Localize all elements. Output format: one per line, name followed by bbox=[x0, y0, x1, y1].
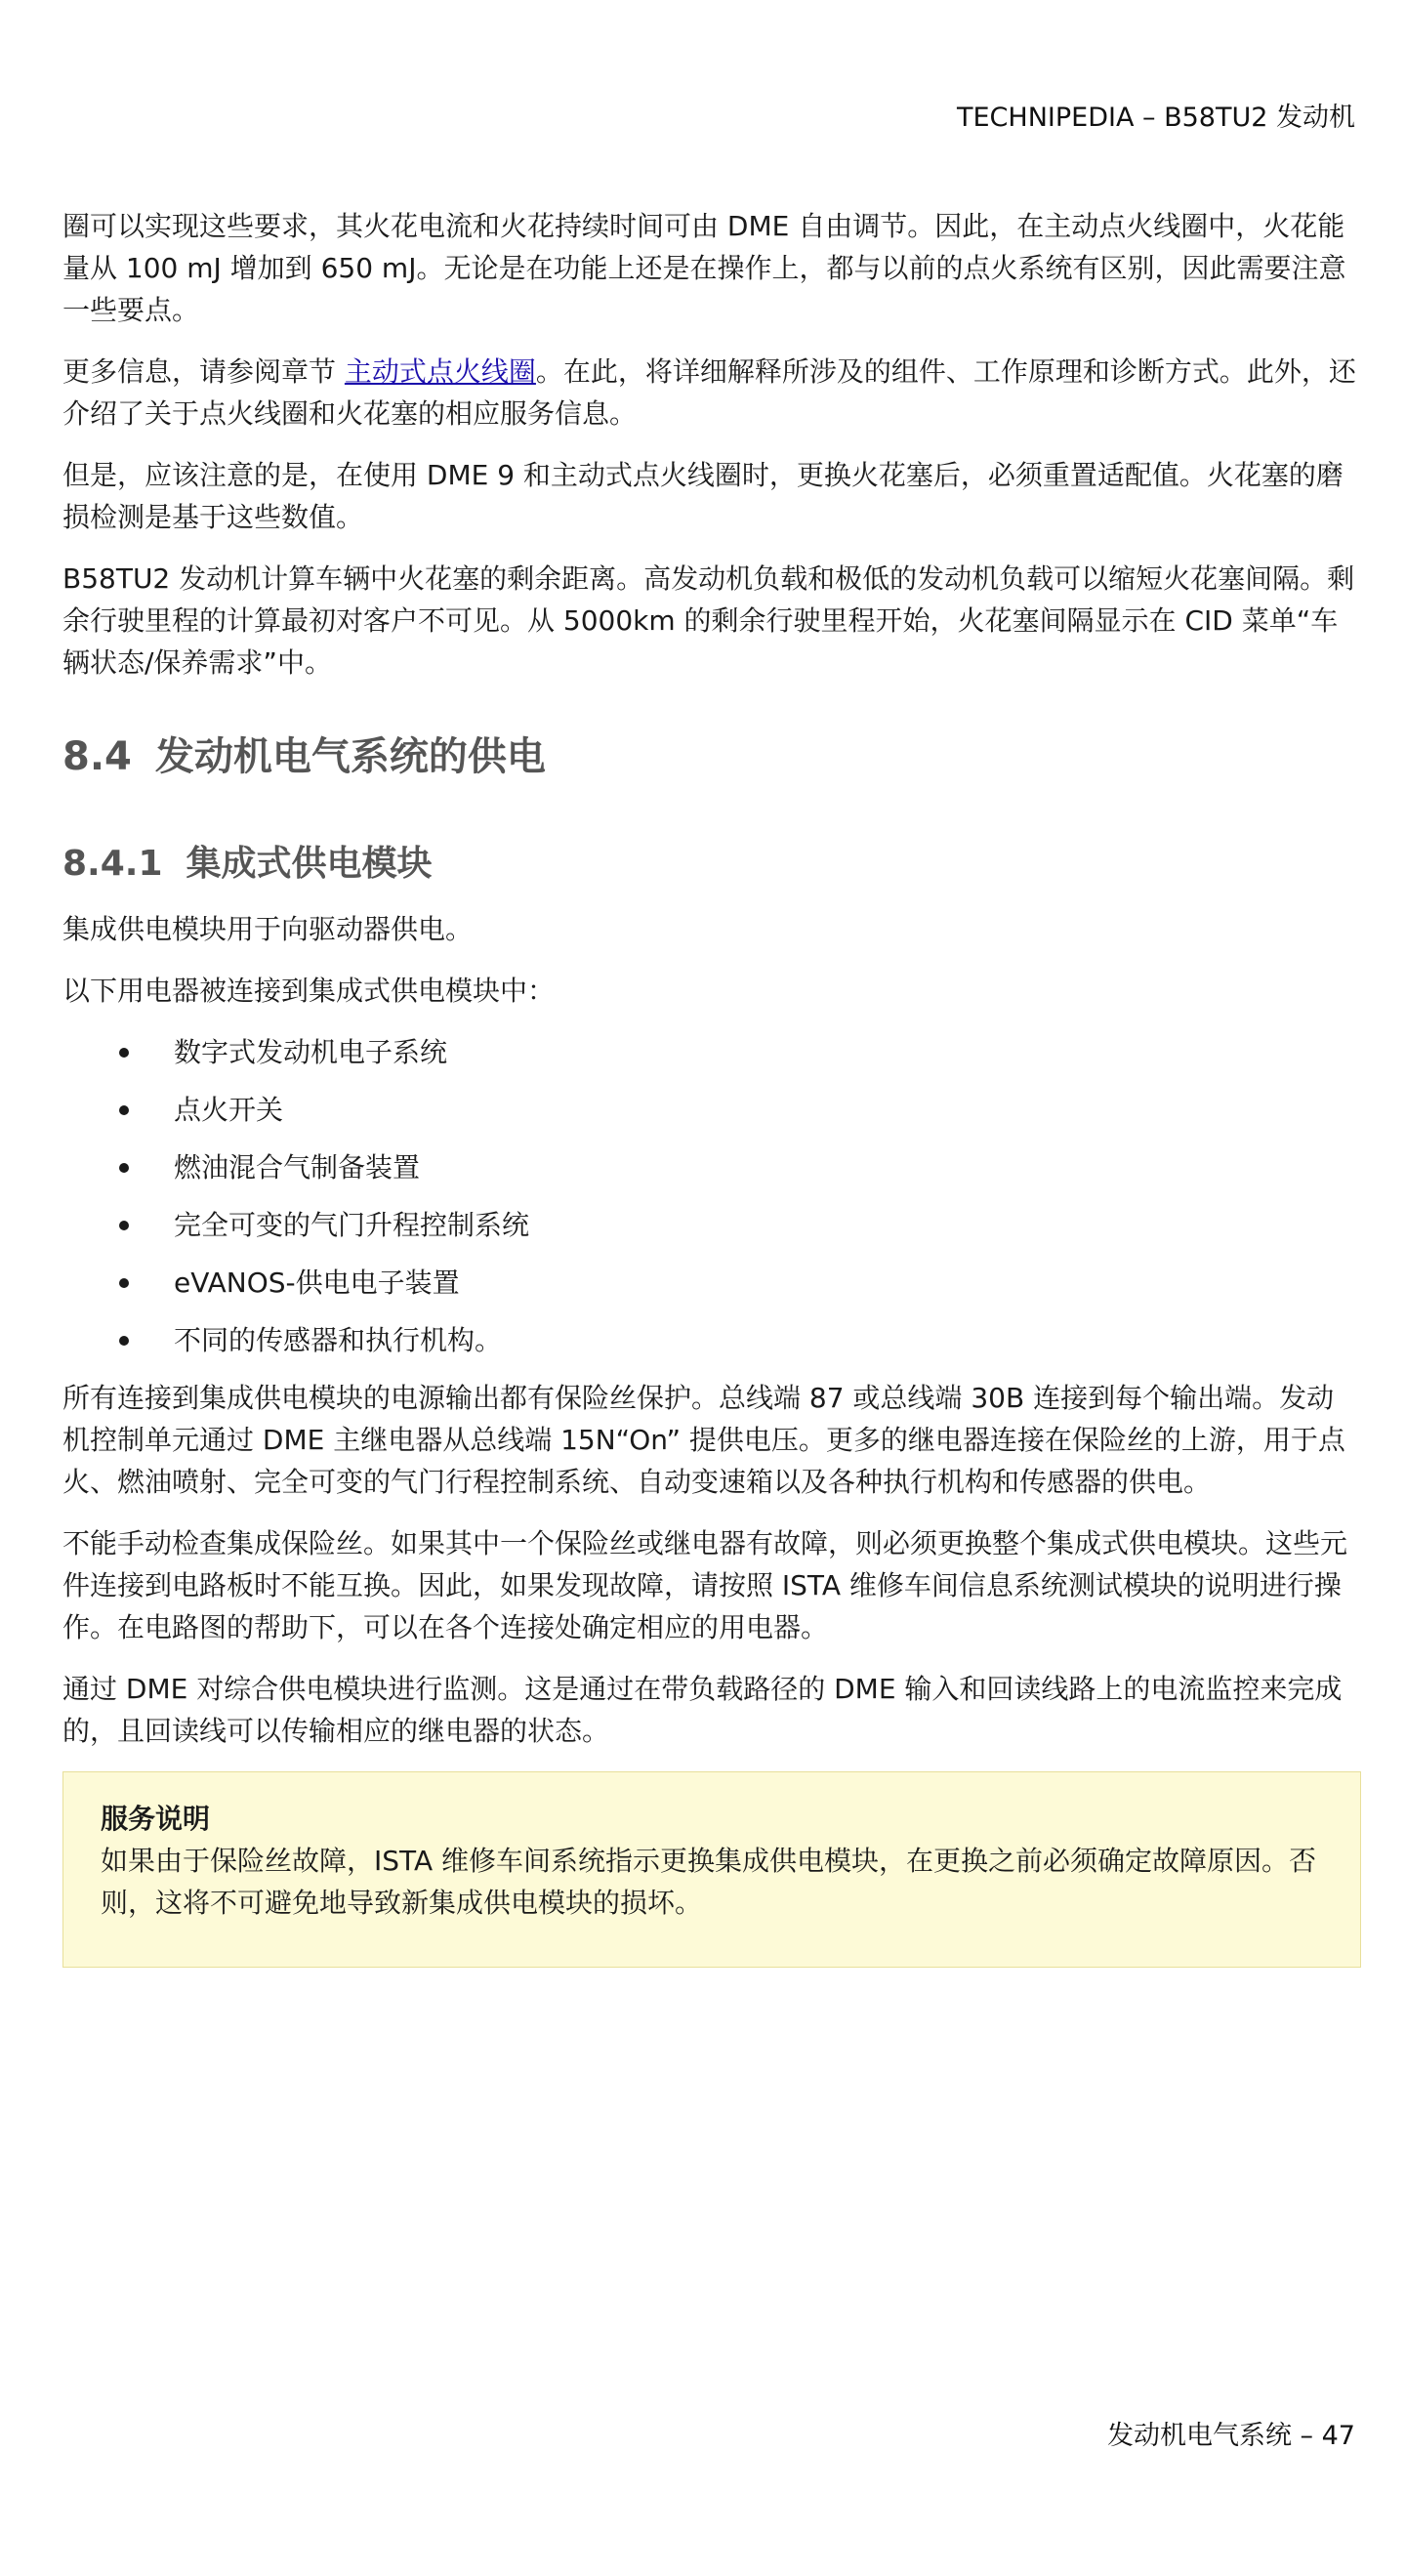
paragraph-intro-2: 以下用电器被连接到集成式供电模块中： bbox=[62, 975, 556, 1007]
paragraph-fuse-protection: 所有连接到集成供电模块的电源输出都有保险丝保护。总线端 87 或总线端 30B 连接到每个输出端。发动机控制单元通过 DME 主继电器从总线端 15N“On” 提供电压。更多的继电器连接在保险丝的上游，用于点火、燃油喷射、完全可变的气门行程控制系统、自动变速箱以及各种执行机构和传感器的供电。 bbox=[62, 1382, 1345, 1498]
page-content bbox=[62, 205, 1361, 1919]
active-ignition-coil-link[interactable]: 主动式点火线圈 bbox=[344, 355, 536, 388]
list-item: 燃油混合气制备装置 bbox=[62, 1146, 1361, 1188]
consumer-list bbox=[62, 1031, 1361, 1361]
paragraph-more-info-after: 。在此，将详细解释所涉及的组件、工作原理和诊断方式。此外，还介绍了关于点火线圈和火花塞的相应服务信息。 bbox=[62, 355, 1356, 430]
service-note-box bbox=[62, 1771, 1361, 1968]
service-note-text: 如果由于保险丝故障，ISTA 维修车间系统指示更换集成供电模块，在更换之前必须确定故障原因。否则，这将不可避免地导致新集成供电模块的损坏。 bbox=[101, 1845, 1317, 1919]
paragraph-spark-plug-distance: B58TU2 发动机计算车辆中火花塞的剩余距离。高发动机负载和极低的发动机负载可以缩短火花塞间隔。剩余行驶里程的计算最初对客户不可见。从 5000km 的剩余行驶里程开始，火花塞间隔显示在 CID 菜单“车辆状态/保养需求”中。 bbox=[62, 562, 1355, 679]
subsection-number: 8.4.1 bbox=[62, 844, 163, 884]
section-title: 发动机电气系统的供电 bbox=[154, 734, 546, 779]
subsection-body bbox=[62, 908, 1361, 1968]
paragraph-more-info bbox=[62, 351, 1361, 435]
list-item: 完全可变的气门升程控制系统 bbox=[62, 1204, 1361, 1246]
service-note-title: 服务说明 bbox=[101, 1803, 211, 1835]
paragraph-dme-monitoring: 通过 DME 对综合供电模块进行监测。这是通过在带负载路径的 DME 输入和回读线路上的电流监控来完成的，且回读线可以传输相应的继电器的状态。 bbox=[62, 1673, 1343, 1747]
page-header: TECHNIPEDIA – B58TU2 发动机 bbox=[957, 103, 1355, 133]
list-item: 点火开关 bbox=[62, 1089, 1361, 1131]
page-footer: 发动机电气系统 – 47 bbox=[1106, 2421, 1355, 2451]
paragraph-intro-1: 集成供电模块用于向驱动器供电。 bbox=[62, 913, 474, 945]
paragraph-fuse-check: 不能手动检查集成保险丝。如果其中一个保险丝或继电器有故障，则必须更换整个集成式供电模块。这些元件连接到电路板时不能互换。因此，如果发现故障，请按照 ISTA 维修车间信息系统测试模块的说明进行操作。在电路图的帮助下，可以在各个连接处确定相应的用电器。 bbox=[62, 1527, 1348, 1643]
list-item: 不同的传感器和执行机构。 bbox=[62, 1319, 1361, 1361]
paragraph-ignition-energy: 圈可以实现这些要求，其火花电流和火花持续时间可由 DME 自由调节。因此，在主动点火线圈中，火花能量从 100 mJ 增加到 650 mJ。无论是在功能上还是在操作上，都与以前的点火系统有区别，因此需要注意一些要点。 bbox=[62, 210, 1346, 326]
list-item: eVANOS-供电电子装置 bbox=[62, 1262, 1361, 1304]
paragraph-more-info-before: 更多信息，请参阅章节 bbox=[62, 355, 345, 388]
subsection-title: 集成式供电模块 bbox=[186, 844, 433, 884]
subsection-heading bbox=[62, 842, 433, 887]
section-number: 8.4 bbox=[62, 734, 132, 779]
section-heading bbox=[62, 732, 546, 781]
list-item: 数字式发动机电子系统 bbox=[62, 1031, 1361, 1073]
paragraph-dme9-adaptation: 但是，应该注意的是，在使用 DME 9 和主动式点火线圈时，更换火花塞后，必须重置适配值。火花塞的磨损检测是基于这些数值。 bbox=[62, 459, 1344, 533]
